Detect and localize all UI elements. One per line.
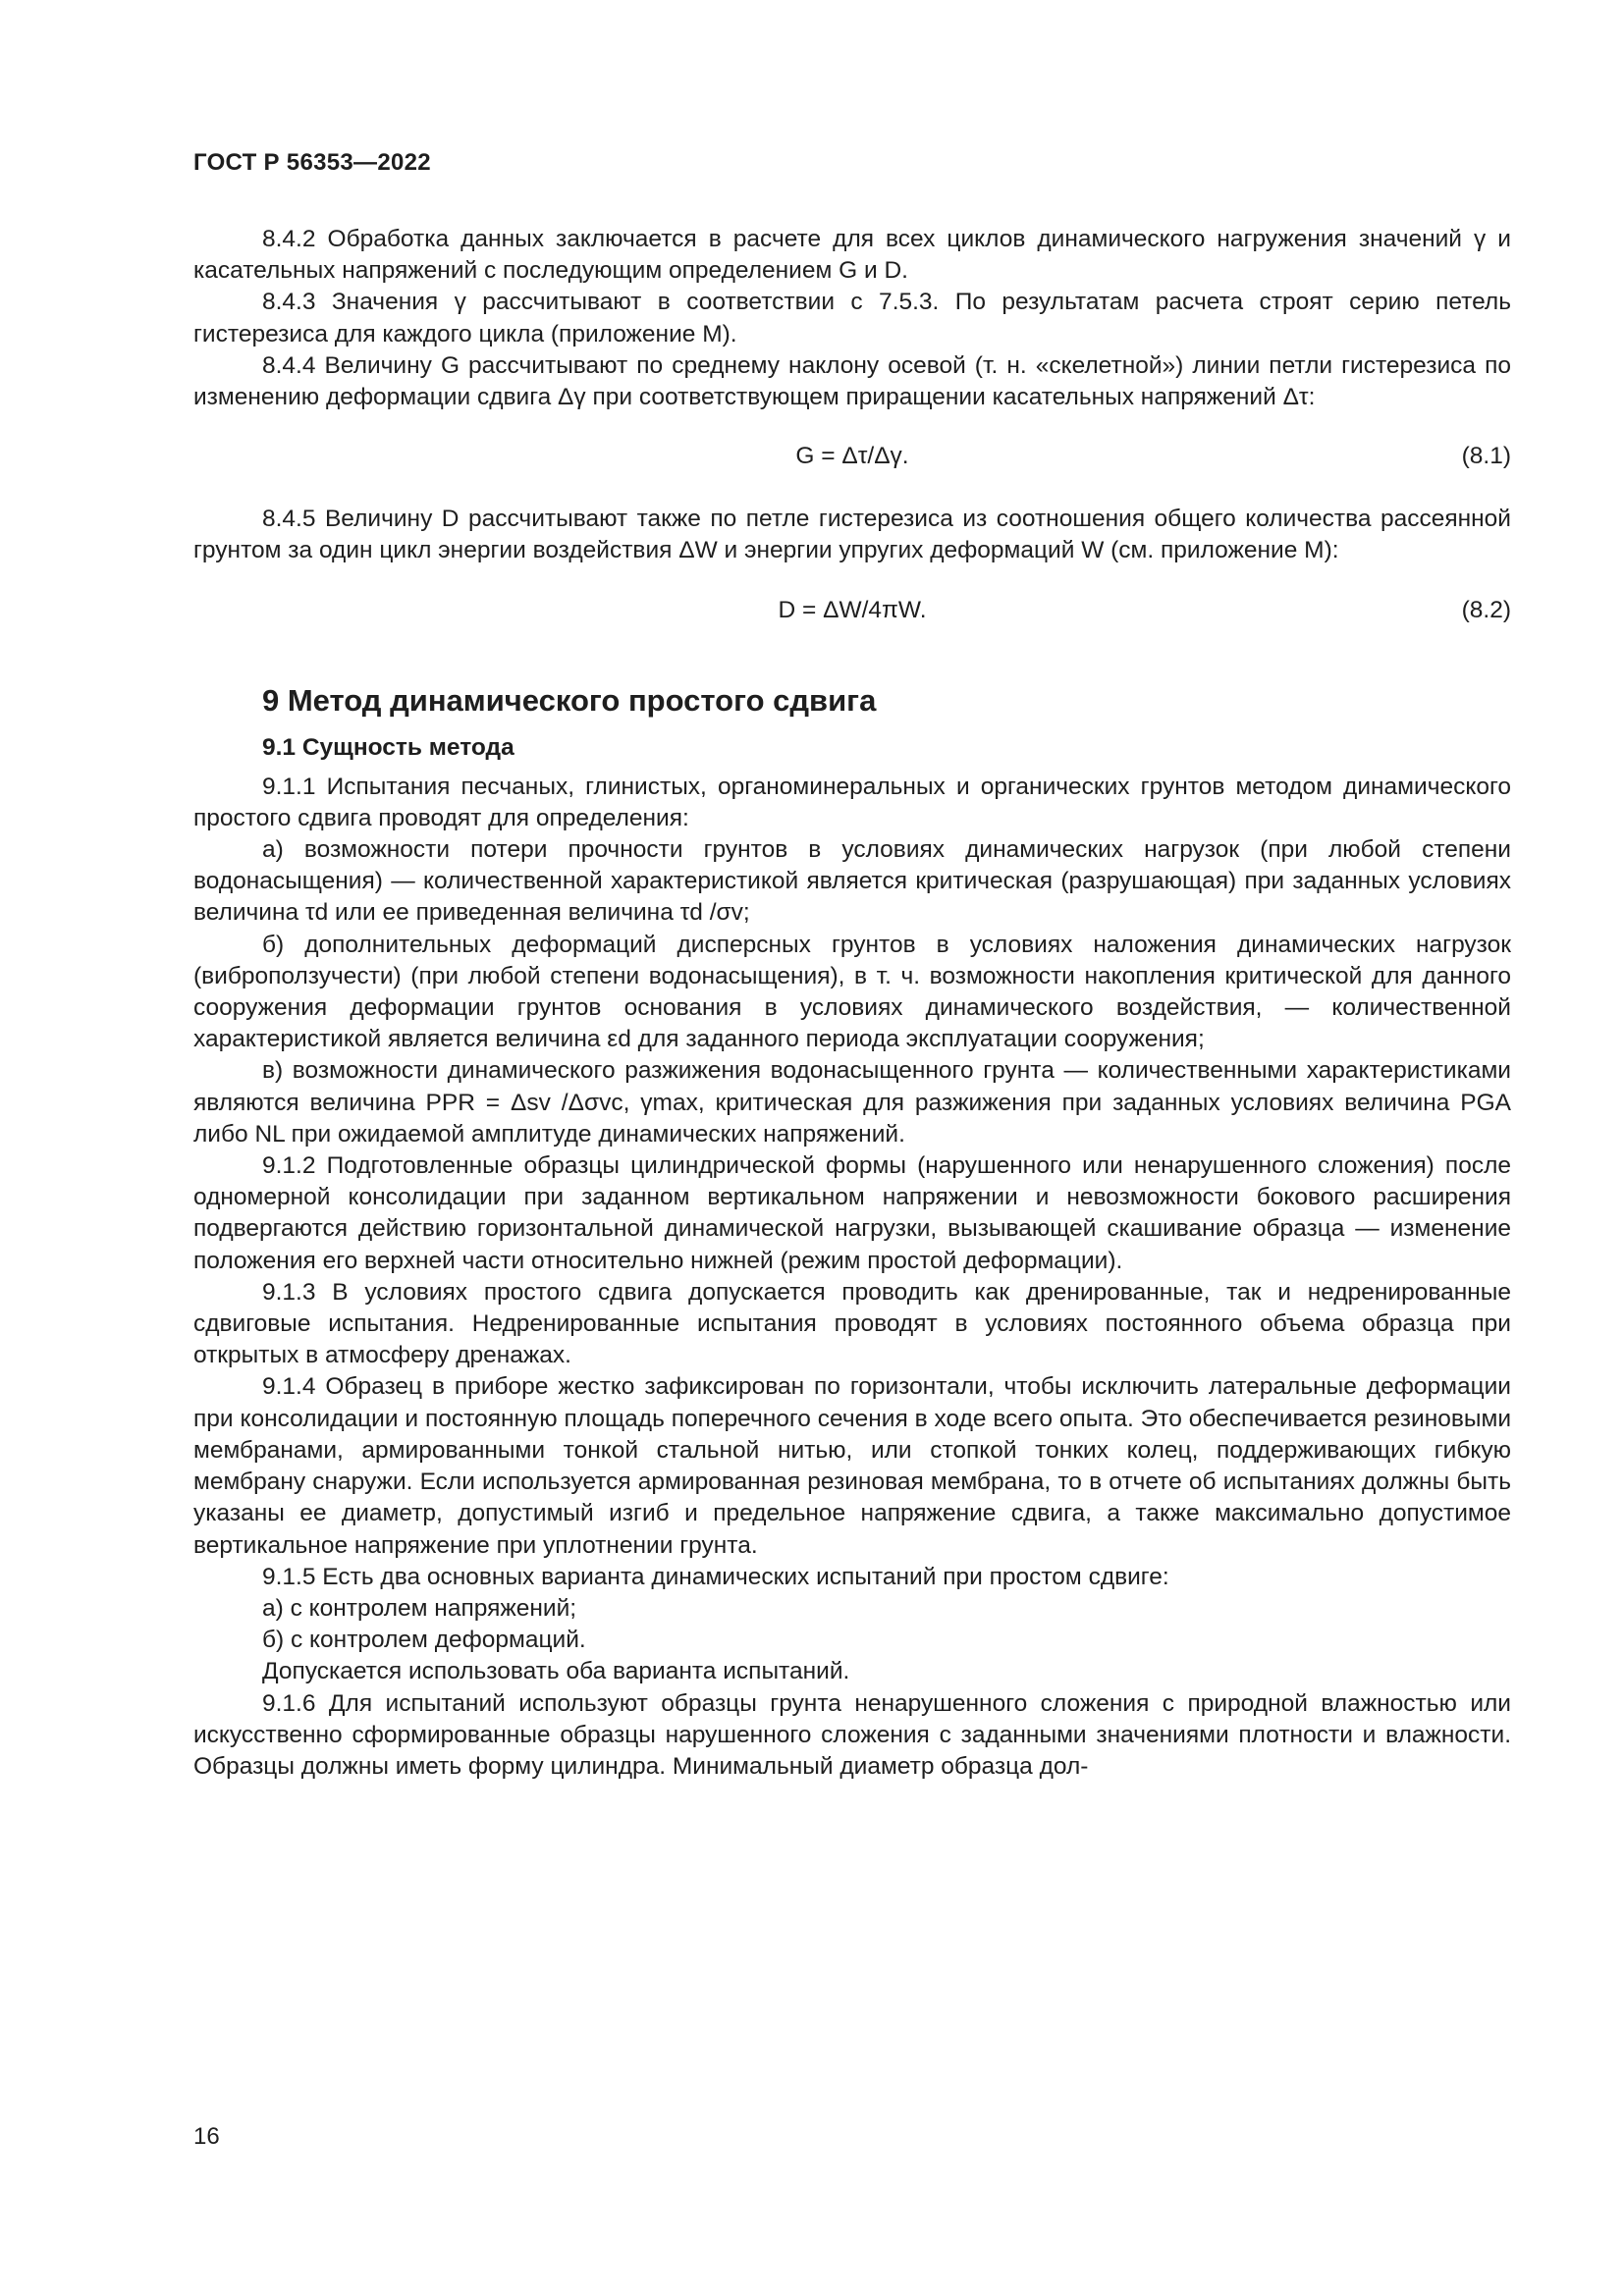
paragraph-9-1-6: 9.1.6 Для испытаний используют образцы грунта ненарушенного сложения с природной влажностью или искусственно сформированные образцы нарушенного сложения с заданными значениями плотности и влажности. Образцы должны иметь форму цилиндра. Минимальный диаметр образца дол- xyxy=(193,1689,1511,1780)
paragraph-9-1-1-a: а) возможности потери прочности грунтов в условиях динамических нагрузок (при любой степени водонасыщения) — количественной характеристикой является критическая (разрушающая) при заданных условиях величина τd или ее приведенная величина τd /σv; xyxy=(193,836,1511,927)
paragraph-9-1-2: 9.1.2 Подготовленные образцы цилиндрической формы (нарушенного или ненарушенного сложения) после одномерной консолидации при заданном вертикальном напряжении и невозможности бокового расширения подвергаются действию горизонтальной динамической нагрузки, вызывающей скашивание образца — изменение положения его верхней части относительно нижней (режим простой деформации). xyxy=(193,1152,1511,1274)
page-number: 16 xyxy=(193,2123,220,2150)
paragraph-9-1-3: 9.1.3 В условиях простого сдвига допускается проводить как дренированные, так и недренированные сдвиговые испытания. Недренированные испытания проводят в условиях постоянного объема образца при открытых в атмосферу дренажах. xyxy=(193,1278,1511,1369)
paragraph-9-1-4: 9.1.4 Образец в приборе жестко зафиксирован по горизонтали, чтобы исключить латеральные деформации при консолидации и постоянную площадь поперечного сечения в ходе всего опыта. Это обеспечивается резиновыми мембранами, армированными тонкой стальной нитью, или стопкой тонких колец, поддерживающих гибкую мембрану снаружи. Если используется армированная резиновая мембрана, то в отчете об испытаниях должны быть указаны ее диаметр, допустимый изгиб и предельное напряжение сдвига, а также максимально допустимое вертикальное напряжение при уплотнении грунта. xyxy=(193,1373,1511,1559)
page-content xyxy=(193,224,1511,1783)
paragraph-8-4-2: 8.4.2 Обработка данных заключается в расчете для всех циклов динамического нагружения значений γ и касательных напряжений с последующим определением G и D. xyxy=(193,226,1511,285)
document-code: ГОСТ Р 56353—2022 xyxy=(193,149,431,176)
paragraph-9-1-5-b: б) с контролем деформаций. xyxy=(262,1627,586,1654)
formula-8-1-number: (8.1) xyxy=(1461,443,1511,470)
formula-8-1 xyxy=(193,441,1511,472)
paragraph-9-1-1-b: б) дополнительных деформаций дисперсных грунтов в условиях наложения динамических нагрузок (виброползучести) (при любой степени водонасыщения), в т. ч. возможности накопления критической для данного сооружения деформации грунтов основания в условиях динамического воздействия, — количественной характеристикой является величина εd для заданного периода эксплуатации сооружения; xyxy=(193,931,1511,1053)
formula-8-2-number: (8.2) xyxy=(1461,596,1511,623)
paragraph-9-1-1: 9.1.1 Испытания песчаных, глинистых, органоминеральных и органических грунтов методом динамического простого сдвига проводят для определения: xyxy=(193,773,1511,831)
paragraph-8-4-5: 8.4.5 Величину D рассчитывают также по петле гистерезиса из соотношения общего количества рассеянной грунтом за один цикл энергии воздействия ΔW и энергии упругих деформаций W (см. приложение М): xyxy=(193,506,1511,564)
paragraph-8-4-3: 8.4.3 Значения γ рассчитывают в соответствии с 7.5.3. По результатам расчета строят серию петель гистерезиса для каждого цикла (приложение М). xyxy=(193,289,1511,347)
paragraph-9-1-5: 9.1.5 Есть два основных варианта динамических испытаний при простом сдвиге: xyxy=(262,1563,1169,1590)
formula-8-1-expression: G = Δτ/Δγ. xyxy=(795,443,909,470)
paragraph-9-1-5-note: Допускается использовать оба варианта испытаний. xyxy=(262,1658,850,1685)
formula-8-2-expression: D = ΔW/4πW. xyxy=(778,596,927,623)
section-9-1-heading: 9.1 Сущность метода xyxy=(262,733,514,761)
formula-8-2 xyxy=(193,595,1511,626)
section-9-heading: 9 Метод динамического простого сдвига xyxy=(262,682,877,718)
paragraph-9-1-1-c: в) возможности динамического разжижения водонасыщенного грунта — количественными характеристиками являются величина PPR = Δsv /Δσvc, γmax, критическая для разжижения при заданных условиях величина PGA либо NL при ожидаемой амплитуде динамических напряжений. xyxy=(193,1057,1511,1148)
paragraph-9-1-5-a: а) с контролем напряжений; xyxy=(262,1594,577,1622)
paragraph-8-4-4: 8.4.4 Величину G рассчитывают по среднему наклону осевой (т. н. «скелетной») линии петли гистерезиса по изменению деформации сдвига Δγ при соответствующем приращении касательных напряжений Δτ: xyxy=(193,351,1511,411)
